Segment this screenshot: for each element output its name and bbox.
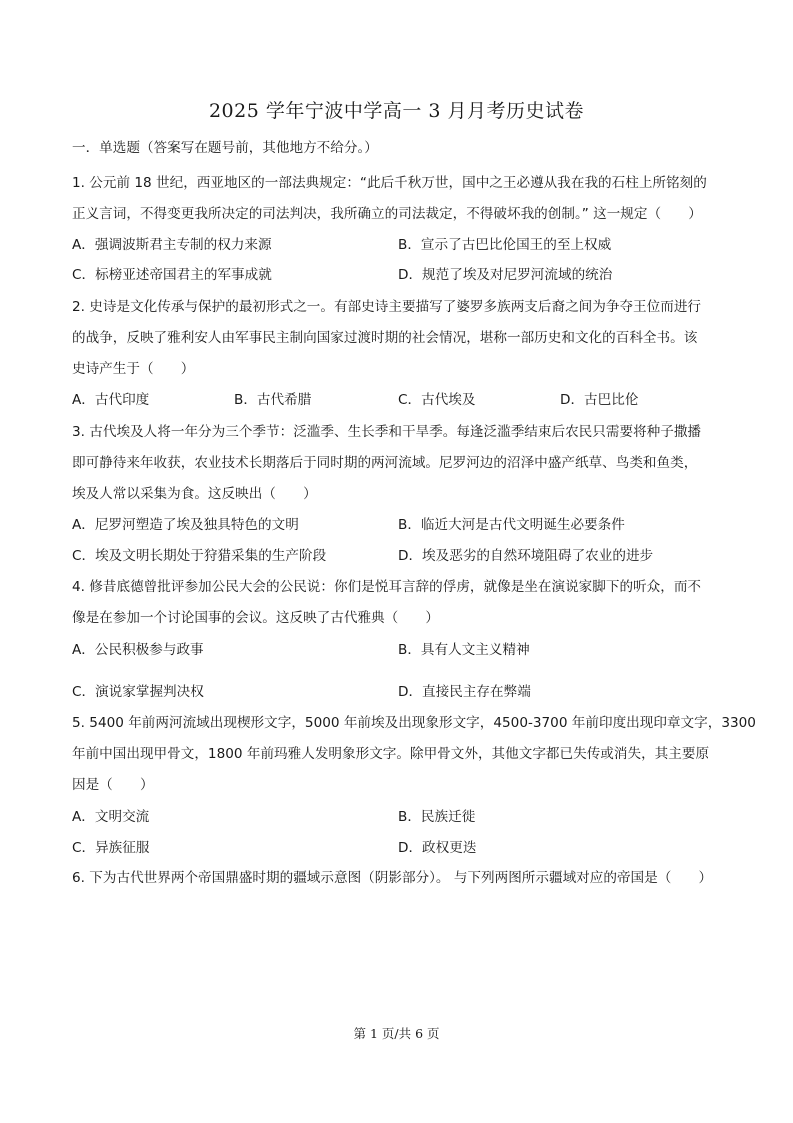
- question-2-line-3: 史诗产生于（ ）: [72, 361, 195, 377]
- question-1-option-b: B．宣示了古巴比伦国王的至上权威: [398, 237, 612, 253]
- question-4-option-c: C．演说家掌握判决权: [72, 684, 204, 700]
- question-4-option-d: D．直接民主存在弊端: [398, 684, 531, 700]
- question-2-line-1: 2. 史诗是文化传承与保护的最初形式之一。有部史诗主要描写了婆罗多族两支后裔之间为争夺王位而进行: [72, 299, 702, 315]
- question-5-option-d: D．政权更迭: [398, 840, 477, 856]
- question-2-option-a: A．古代印度: [72, 392, 150, 408]
- question-3-option-d: D．埃及恶劣的自然环境阻碍了农业的进步: [398, 548, 654, 564]
- page-title: 2025 学年宁波中学高一 3 月月考历史试卷: [208, 100, 585, 122]
- question-4-line-2: 像是在参加一个讨论国事的会议。这反映了古代雅典（ ）: [72, 610, 440, 626]
- question-1-option-a: A．强调波斯君主专制的权力来源: [72, 237, 272, 253]
- question-5-line-1: 5. 5400 年前两河流域出现楔形文字，5000 年前埃及出现象形文字，4500-3700 年前印度出现印章文字，3300: [72, 715, 756, 731]
- question-3-option-c: C．埃及文明长期处于狩猎采集的生产阶段: [72, 548, 327, 564]
- question-4-option-b: B．具有人文主义精神: [398, 642, 530, 658]
- question-1-option-c: C．标榜亚述帝国君主的军事成就: [72, 267, 272, 283]
- question-5-option-c: C．异族征服: [72, 840, 150, 856]
- question-3-line-3: 埃及人常以采集为食。这反映出（ ）: [72, 486, 317, 502]
- question-1-option-d: D．规范了埃及对尼罗河流域的统治: [398, 267, 613, 283]
- question-2-option-c: C．古代埃及: [398, 392, 476, 408]
- question-4-line-1: 4. 修昔底德曾批评参加公民大会的公民说：你们是悦耳言辞的俘虏，就像是坐在演说家脚下的听众，而不: [72, 579, 702, 595]
- question-2-option-d: D．古巴比伦: [560, 392, 639, 408]
- question-2-line-2: 的战争，反映了雅利安人由军事民主制向国家过渡时期的社会情况，堪称一部历史和文化的百科全书。该: [72, 330, 698, 346]
- question-5-line-2: 年前中国出现甲骨文，1800 年前玛雅人发明象形文字。除甲骨文外，其他文字都已失传或消失，其主要原: [72, 746, 710, 762]
- question-1-line-1: 1. 公元前 18 世纪，西亚地区的一部法典规定：“此后千秋万世，国中之王必遵从我在我的石柱上所铭刻的: [72, 175, 707, 191]
- question-5-option-b: B．民族迁徙: [398, 809, 476, 825]
- question-3-line-2: 即可静待来年收获，农业技术长期落后于同时期的两河流域。尼罗河边的沼泽中盛产纸草、鸟类和鱼类，: [72, 455, 698, 471]
- question-1-line-2: 正义言词，不得变更我所决定的司法判决，我所确立的司法裁定，不得破坏我的创制。” 这一规定（ ）: [72, 206, 702, 222]
- question-2-option-b: B．古代希腊: [234, 392, 312, 408]
- question-5-option-a: A．文明交流: [72, 809, 150, 825]
- page-footer: 第 1 页/共 6 页: [353, 1026, 440, 1041]
- question-3-option-b: B．临近大河是古代文明诞生必要条件: [398, 517, 625, 533]
- question-4-option-a: A．公民积极参与政事: [72, 642, 204, 658]
- section-heading: 一．单选题（答案写在题号前，其他地方不给分。）: [72, 140, 378, 156]
- question-3-line-1: 3. 古代埃及人将一年分为三个季节：泛滥季、生长季和干旱季。每逢泛滥季结束后农民只需要将种子撒播: [72, 424, 702, 440]
- question-6-line-1: 6. 下为古代世界两个帝国鼎盛时期的疆域示意图（阴影部分）。 与下列两图所示疆域对应的帝国是（ ）: [72, 870, 713, 886]
- question-3-option-a: A．尼罗河塑造了埃及独具特色的文明: [72, 517, 299, 533]
- question-5-line-3: 因是（ ）: [72, 777, 154, 793]
